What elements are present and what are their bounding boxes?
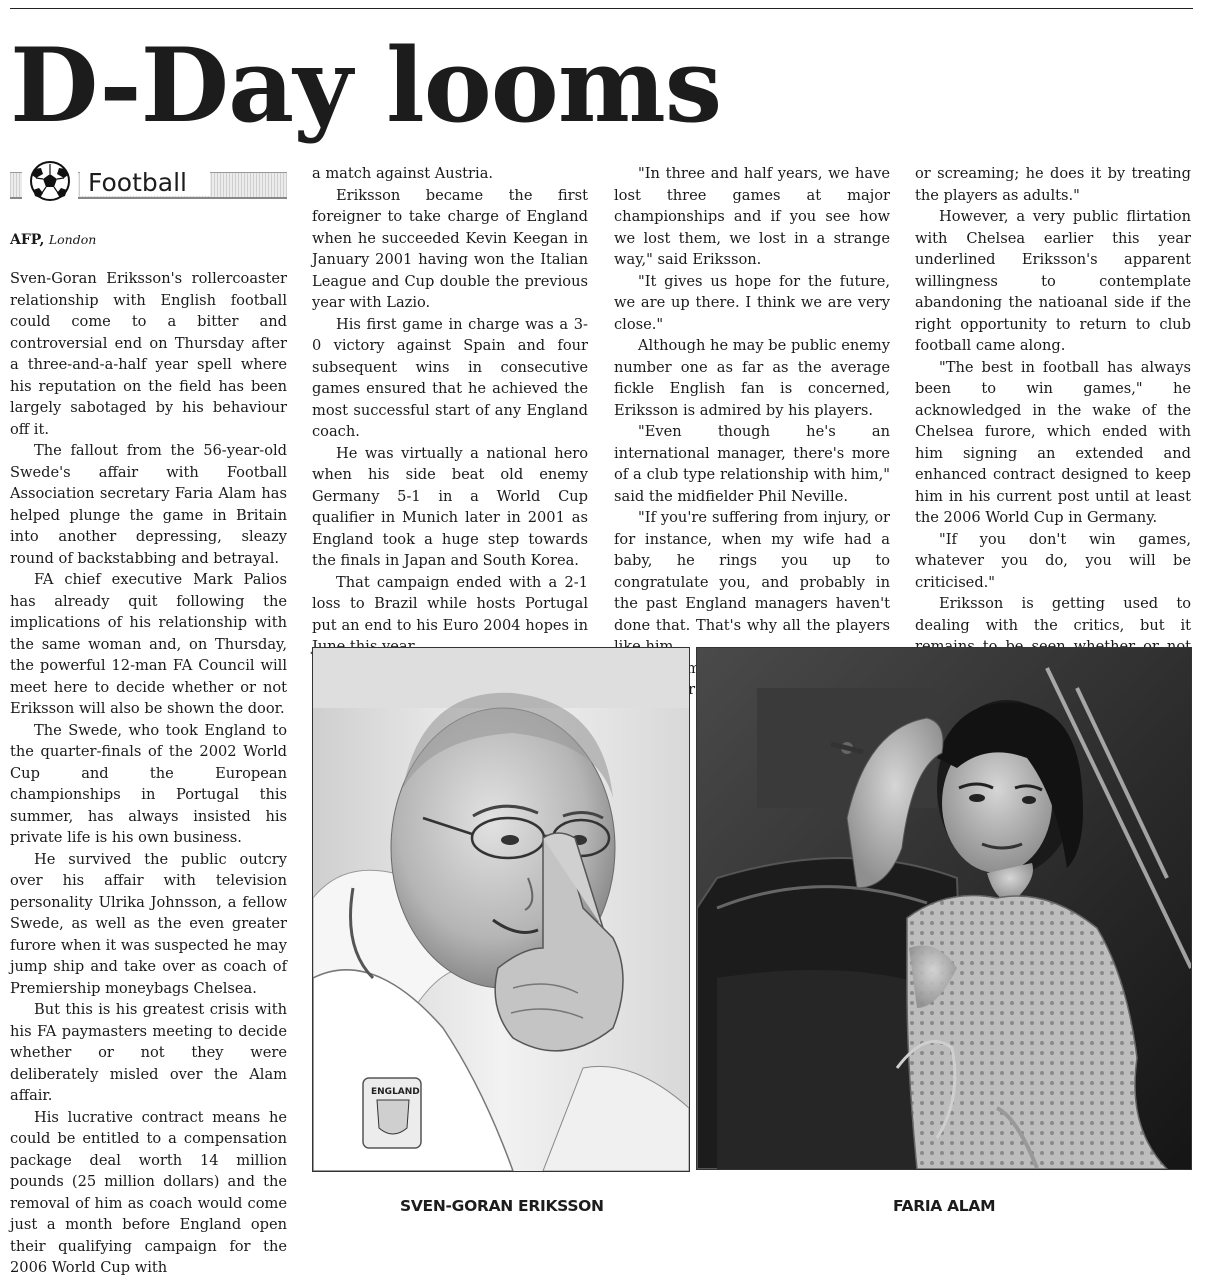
dateline [10, 230, 287, 250]
photo-faria-alam [696, 647, 1192, 1170]
paragraph: But this is his greatest crisis with his FA paymasters meeting to decide whether or not they were deliberately misled over the Alam affair. [10, 1001, 287, 1104]
section-tag [10, 158, 287, 206]
article-column-3 [614, 163, 890, 722]
paragraph: The Swede, who took England to the quarter-finals of the 2002 World Cup and the European championships in Portugal this summer, has always insisted his private life is his own business. [10, 721, 287, 846]
paragraph: That campaign ended with a 2-1 loss to Brazil while hosts Portugal put an end to his Euro 2004 hopes in [312, 573, 588, 634]
photo-eriksson [312, 647, 690, 1172]
paragraph: However, a very public flirtation with Chelsea earlier this year underlined Eriksson's apparent willingness to contemplate abandoning the natioanal side if the right opportunity to return to club football came along. [915, 208, 1191, 354]
paragraph: He survived the public outcry over his affair with television personality Ulrika Johnsson, a fellow Swede, as well as the even greater furore when it was suspected he may jump ship and take over as coach of Premiership moneybags Chelsea. [10, 850, 287, 997]
paragraph: a match against Austria. [312, 165, 494, 182]
paragraph: "It gives us hope for the future, we are up there. I think we are very close." [614, 272, 890, 333]
paragraph: Eriksson became the first foreigner to take charge of England when he succeeded Kevin Keegan in January 2001 having won the Italian League and Cup double the previous year with Lazio. [312, 186, 588, 311]
paragraph: Sven-Goran Eriksson's rollercoaster relationship with English football could come to a bitter and controversial end on Thursday after a three-and-a-half year spell where his reputation on the field has been largely sabotaged by his behaviour off it. [10, 270, 287, 438]
paragraph: Eriksson is getting used to dealing with the critics, but it [915, 595, 1191, 634]
article-column-2 [312, 163, 588, 658]
article-column-1 [10, 268, 287, 1279]
paragraph: "In three and half years, we have lost three games at major championships and if you see how we lost them, we lost in a strange way," said Eriksson. [614, 165, 890, 268]
photo-caption-faria-alam: FARIA ALAM [893, 1197, 996, 1215]
paragraph: "If you don't win games, whatever you do, you will be criticised." [915, 530, 1191, 591]
dateline-city: London [48, 232, 97, 247]
paragraph: The fallout from the 56-year-old Swede's affair with Football Association secretary Faria Alam has helped plunge the game in Britain into another depressing, sleazy round of backstabbing and betrayal. [10, 442, 287, 567]
paragraph: His lucrative contract means he could be entitled to a compensation package deal worth 14 million pounds (25 million dollars) and the removal of him as coach would come just a month before England open their qualifying campaign for the 2006 World Cup with [10, 1108, 287, 1276]
top-rule [10, 8, 1193, 9]
dateline-agency: AFP, [10, 232, 45, 248]
paragraph: FA chief executive Mark Palios has already quit following the implications of his relationship with the same woman and, on Thursday, the powerful 12-man FA Council will meet here to decide whether or not Eriksson will also be shown the door. [10, 571, 287, 717]
paragraph: "The best in football has always been to win games," he acknowledged in the wake of the Chelsea furore, which ended with him signing an extended and enhanced contract designed to keep him in his current post until at least the 2006 World Cup in Germany. [915, 358, 1191, 526]
photo-caption-eriksson: SVEN-GORAN ERIKSSON [400, 1197, 604, 1215]
paragraph: or screaming; he does it by treating the players as adults." [915, 165, 1191, 204]
paragraph: "Even though he's an international manager, there's more of a club type relationship with him," said the midfielder Phil Neville. [614, 423, 890, 505]
article-column-4 [915, 163, 1191, 701]
section-label: Football [88, 168, 187, 197]
paragraph: His first game in charge was a 3-0 victory against Spain and four subsequent wins in consecutive games ensured that he achieved the most successful start of any England coach. [312, 315, 588, 440]
football-icon [22, 160, 78, 202]
paragraph: Although he may be public enemy number one as far as the average fickle English fan is concerned, Eriksson is admired by his players. [614, 337, 890, 419]
headline: D-Day looms [10, 26, 722, 146]
shirt-badge: ENGLAND [371, 1087, 420, 1097]
paragraph: "If you're suffering from injury, or for instance, when my wife had a baby, he rings you up to congratulate you, and probably in the past England managers haven't done that. That's why all the players [614, 509, 890, 634]
paragraph: He was virtually a national hero when his side beat old enemy Germany 5-1 in a World Cup qualifier in Munich later in 2001 as England took a huge step towards the finals in Japan and South Korea. [312, 444, 588, 569]
